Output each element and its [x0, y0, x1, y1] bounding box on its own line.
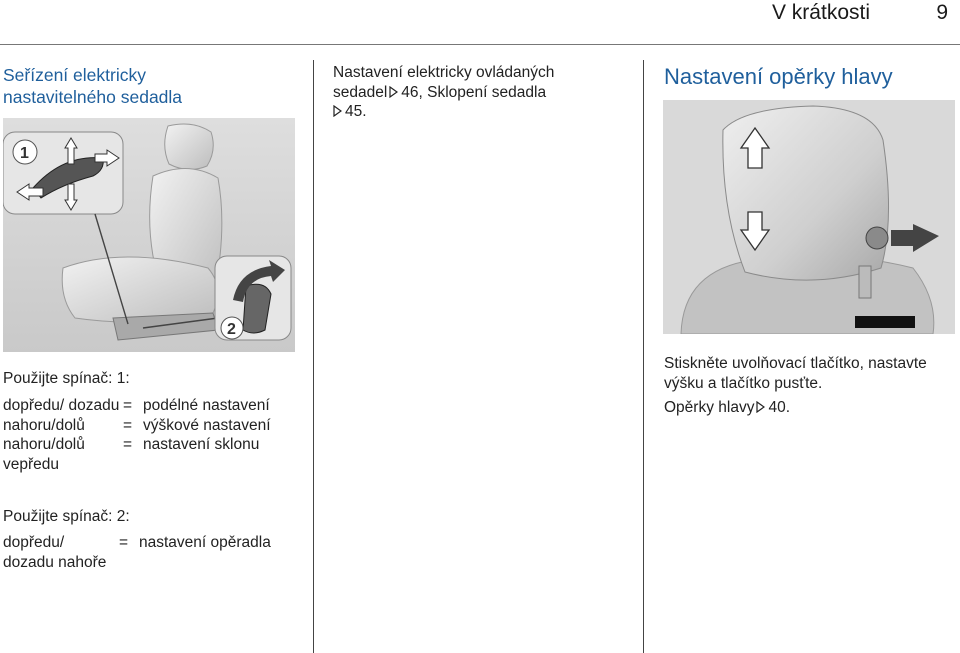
headrest-instruction: Stiskněte uvolňovací tlačítko, nastavte výšku a tlačítko pusťte. — [664, 355, 927, 392]
section-title-headrest: Nastavení opěrky hlavy — [664, 64, 893, 89]
callout-1-label: 1 — [20, 145, 29, 162]
page-ref-arrow-icon — [333, 105, 342, 117]
row-eq: = — [123, 397, 133, 414]
page-number: 9 — [936, 1, 948, 24]
running-header-title: V krátkosti — [771, 1, 870, 24]
switch2-table — [3, 533, 303, 572]
headrest-ref-label: Opěrky hlavy — [664, 399, 755, 416]
row-value: nastavení opěradla — [139, 534, 271, 551]
xref-line-2 — [333, 83, 633, 103]
callout-2-label: 2 — [227, 321, 236, 338]
column-divider-2 — [643, 60, 644, 653]
switch2-row — [3, 533, 303, 572]
row-key: nahoru/dolů — [3, 416, 85, 434]
switch1-row — [3, 396, 303, 416]
section-title-seat-adjustment: Seřízení elektricky nastavitelného sedadla — [3, 65, 183, 107]
row-value: podélné nastavení — [143, 397, 270, 414]
switch2-intro: Použijte spínač: 2: — [3, 508, 130, 525]
switch1-intro: Použijte spínač: 1: — [3, 370, 130, 387]
row-key: dopředu/ dozadu nahoře — [3, 534, 107, 571]
switch1-row — [3, 435, 303, 474]
row-key: dopředu/ dozadu — [3, 397, 120, 414]
row-eq: = — [119, 534, 129, 551]
xref-link-46[interactable]: 46, Sklopení sedadla — [401, 83, 547, 101]
row-eq: = — [123, 436, 133, 453]
column-divider-1 — [313, 60, 314, 653]
switch1-table — [3, 396, 303, 474]
headrest-illustration — [663, 100, 955, 334]
headrest-reference — [664, 398, 790, 418]
page-ref-arrow-icon — [389, 86, 398, 98]
row-value: výškové nastavení — [143, 416, 271, 434]
xref-line-1: Nastavení elektricky ovládaných — [333, 64, 555, 81]
xref-line-3 — [333, 102, 633, 122]
cross-reference-paragraph — [333, 63, 633, 122]
row-key: nahoru/dolů vepředu — [3, 436, 85, 473]
xref-seats-label: sedadel — [333, 83, 388, 101]
headrest-ref-link[interactable]: 40. — [768, 399, 791, 416]
switch1-row — [3, 416, 303, 436]
row-eq: = — [123, 416, 133, 434]
header-divider — [0, 44, 960, 45]
xref-link-45[interactable]: 45. — [345, 103, 367, 120]
row-value: nastavení sklonu — [143, 436, 260, 453]
power-seat-illustration — [3, 118, 295, 352]
page-ref-arrow-icon — [756, 401, 765, 413]
